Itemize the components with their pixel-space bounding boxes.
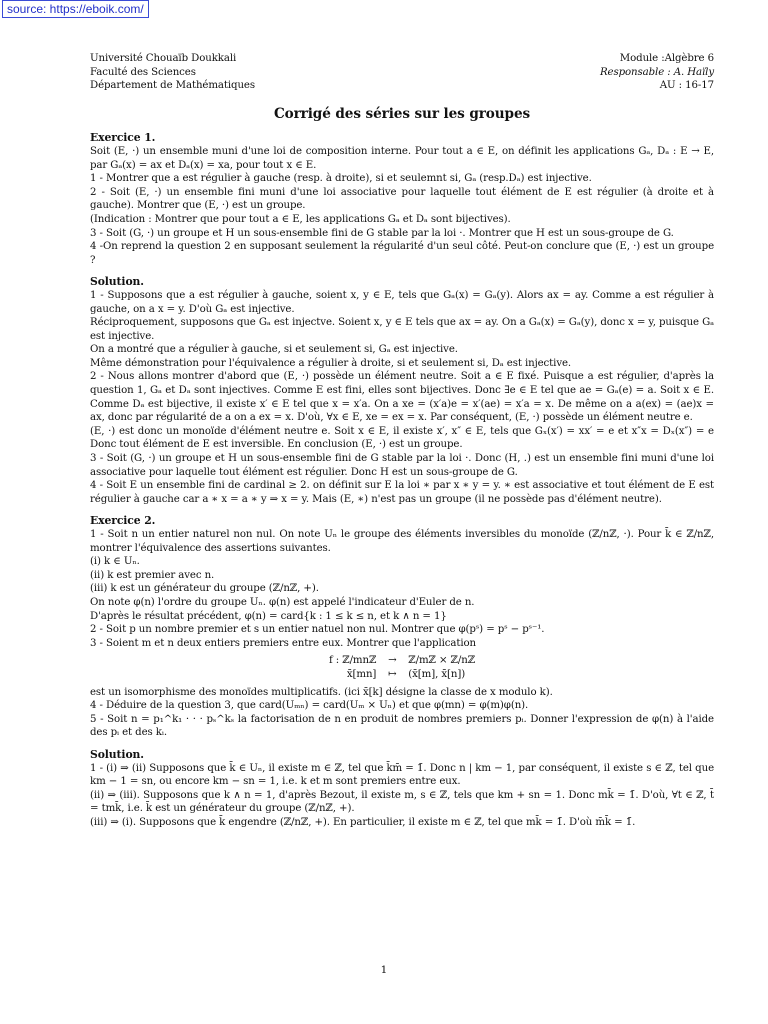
solution1-line: 2 - Nous allons montrer d'abord que (E, ·) possède un élément neutre. Soit a ∈ E fixé. Puisque a est régulier, d'après la question 1, Gₐ et Dₐ sont injectives. Comme E est fini, elles sont bijectives. Donc ∃e ∈ E tel que ae = Gₐ(e) = a. Soit x ∈ E. Comme Dₐ est bijective, il existe x′ ∈ E tel que x = x′a. On a xe = (x′a)e = x′(ae) = x′a = x. De même on a a(ex) = (ae)x = ax, donc par régularité de a on a ex = x. D'où, ∀x ∈ E, xe = ex = x. Par conséquent, (E, ·) possède un élément neutre e. — [90, 371, 714, 424]
exercise2-line: 3 - Soient m et n deux entiers premiers entre eux. Montrer que l'application — [90, 637, 476, 649]
exercise2-line: D'après le résultat précédent, φ(n) = card{k : 1 ≤ k ≤ n, et k ∧ n = 1} — [90, 610, 447, 622]
map-arrow: → — [388, 655, 397, 667]
faculty-name: Faculté des Sciences — [90, 66, 196, 78]
university-name: Université Chouaïb Doukkali — [90, 53, 237, 64]
solution2-heading: Solution. — [90, 747, 144, 761]
exercise2-line: (i) k ∈ Uₙ. — [90, 556, 140, 568]
document-header — [90, 52, 714, 93]
exercise2-line: 4 - Déduire de la question 3, que card(Uₘₙ) = card(Uₘ × Uₙ) et que φ(mn) = φ(m)φ(n). — [90, 700, 529, 712]
solution1-line: (E, ·) est donc un monoïde d'élément neutre e. Soit x ∈ E, il existe x′, x″ ∈ E, tels que Gₓ(x′) = xx′ = e et x″x = Dₓ(x″) = e Donc tout élément de E est inversible. En conclusion (E, ·) est un groupe. — [90, 425, 714, 451]
exercise1-line: 2 - Soit (E, ·) un ensemble fini muni d'une loi associative pour laquelle tout élément de E est régulier (à droite et à gauche). Montrer que (E, ·) est un groupe. — [90, 186, 714, 212]
solution1-line: Réciproquement, supposons que Gₐ est injectve. Soient x, y ∈ E tels que ax = ay. On a Gₐ(x) = Gₐ(y), donc x = y, puisque Gₐ est injective. — [90, 317, 714, 342]
exercise1-line: 1 - Montrer que a est régulier à gauche (resp. à droite), si et seulemnt si, Gₐ (resp.Dₐ) est injective. — [90, 173, 592, 185]
display-equation — [90, 654, 714, 681]
module-name: Module :Algèbre 6 — [619, 53, 714, 64]
page-number: 1 — [380, 964, 388, 976]
exercise1-line: (Indication : Montrer que pour tout a ∈ E, les applications Gₐ et Dₐ sont bijectives). — [90, 213, 511, 225]
solution1-heading: Solution. — [90, 275, 144, 289]
map-image: (x̄[m], x̄[n]) — [408, 668, 466, 680]
exercise2-line: 5 - Soit n = p₁^k₁ · · · pₛ^kₛ la factorisation de n en produit de nombres premiers pᵢ. Donner l'expression de φ(n) à l'aide des pᵢ et des kᵢ. — [90, 713, 714, 739]
exercise2-line: 1 - Soit n un entier naturel non nul. On note Uₙ le groupe des éléments inversibles du monoïde (ℤ/nℤ, ·). Pour k̄ ∈ ℤ/nℤ, montrer l'équivalence des assertions suivantes. — [90, 529, 714, 554]
exercise2-line: (ii) k est premier avec n. — [90, 569, 215, 581]
map-codomain: ℤ/mℤ × ℤ/nℤ — [408, 655, 476, 667]
exercise2-line: (iii) k est un générateur du groupe (ℤ/nℤ, +). — [90, 583, 319, 595]
responsible-name: Responsable : A. Haïly — [599, 66, 714, 78]
page-title: Corrigé des séries sur les groupes — [273, 105, 531, 122]
solution1-line: 1 - Supposons que a est régulier à gauche, soient x, y ∈ E, tels que Gₐ(x) = Gₐ(y). Alors ax = ay. Comme a est régulier à gauche, on a x = y. D'où Gₐ est injective. — [90, 289, 714, 315]
solution2-line: (ii) ⇒ (iii). Supposons que k ∧ n = 1, d'après Bezout, il existe m, s ∈ ℤ, tels que km + sn = 1. Donc mk̄ = 1̄. D'où, ∀t ∈ ℤ, t̄ = tmk̄, i.e. k̄ est un générateur du groupe (ℤ/nℤ, +). — [90, 789, 714, 815]
solution1-line: 3 - Soit (G, ·) un groupe et H un sous-ensemble fini de G stable par la loi ·. Donc (H, .) est un ensemble fini muni d'une loi associative pour laquelle tout élément est régulier. Donc H est un sous-groupe de G. — [90, 453, 714, 478]
solution2-line: (iii) ⇒ (i). Supposons que k̄ engendre (ℤ/nℤ, +). En particulier, il existe m ∈ ℤ, tel que mk̄ = 1̄. D'où m̄k̄ = 1̄. — [90, 816, 636, 828]
solution1-line: On a montré que a régulier à gauche, si et seulement si, Gₐ est injective. — [90, 344, 458, 356]
exercise1-line: 3 - Soit (G, ·) un groupe et H un sous-ensemble fini de G stable par la loi ·. Montrer que H est un sous-groupe de G. — [90, 227, 674, 239]
solution1-line: 4 - Soit E un ensemble fini de cardinal ≥ 2. on définit sur E la loi ∗ par x ∗ y = y. ∗ est associative et tout élément de E est régulier à gauche car a ∗ x = a ∗ y ⇒ x = y. Mais (E, ∗) n'est pas un groupe (il ne possède pas d'élément neutre). — [90, 480, 714, 505]
mapsto-arrow: ↦ — [388, 668, 397, 680]
map-domain: f : ℤ/mnℤ — [328, 655, 377, 667]
course-block — [600, 52, 714, 93]
map-element: x̄[mn] — [346, 668, 377, 680]
academic-year: AU : 16-17 — [659, 80, 714, 92]
exercise1-heading: Exercice 1. — [90, 131, 156, 145]
exercise2-line: On note φ(n) l'ordre du groupe Uₙ. φ(n) est appelé l'indicateur d'Euler de n. — [90, 596, 475, 608]
exercise1-line: 4 -On reprend la question 2 en supposant seulement la régularité d'un seul côté. Peut-on conclure que (E, ·) est un groupe ? — [90, 241, 714, 266]
exercise2-line: est un isomorphisme des monoïdes multiplicatifs. (ici x̄[k] désigne la classe de x modulo k). — [90, 686, 553, 698]
exercise2-line: 2 - Soit p un nombre premier et s un entier natuel non nul. Montrer que φ(pˢ) = pˢ − pˢ⁻¹. — [90, 624, 545, 636]
solution2-line: 1 - (i) ⇒ (ii) Supposons que k̄ ∈ Uₙ, il existe m ∈ ℤ, tel que k̄m̄ = 1̄. Donc n | km − 1, par conséquent, il existe s ∈ ℤ, tel que km − 1 = sn, ou encore km − sn = 1, i.e. k et m sont premiers entre eux. — [90, 762, 714, 788]
solution1-line: Même démonstration pour l'équivalence a régulier à droite, si et seulement si, Dₐ est injective. — [90, 357, 572, 369]
exercise1-line: Soit (E, ·) un ensemble muni d'une loi de composition interne. Pour tout a ∈ E, on définit les applications Gₐ, Dₐ : E → E, par Gₐ(x) = ax et Dₐ(x) = xa, pour tout x ∈ E. — [90, 145, 714, 171]
institution-block — [90, 52, 255, 93]
source-link[interactable]: source: https://eboik.com/ — [2, 0, 149, 18]
document-page — [90, 52, 714, 829]
exercise2-heading: Exercice 2. — [90, 514, 156, 528]
department-name: Département de Mathématiques — [90, 80, 255, 92]
